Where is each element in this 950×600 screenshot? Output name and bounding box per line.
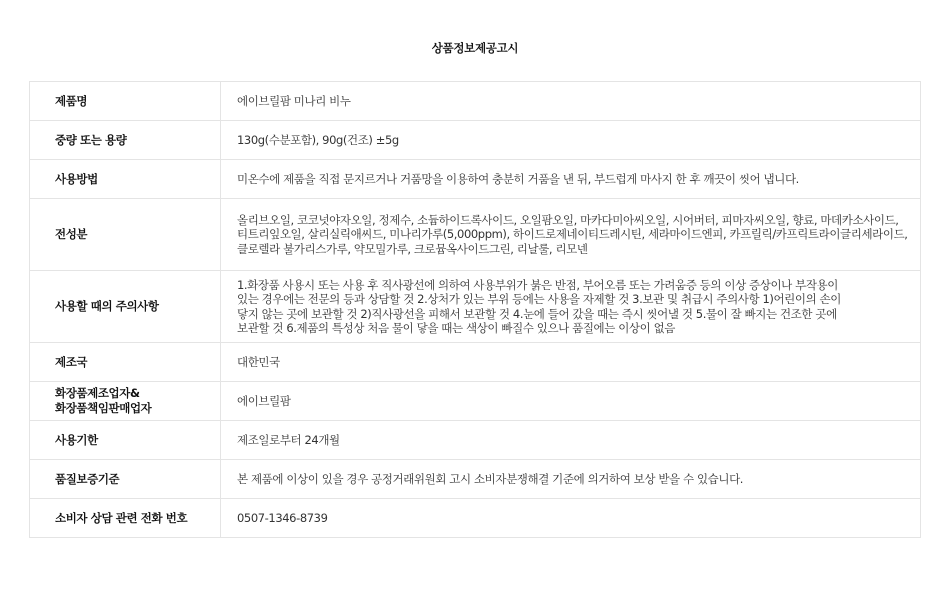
precautions-line: 닿지 않는 곳에 보관할 것 2)직사광선을 피해서 보관할 것 4.눈에 들어 갔을 때는 즉시 씻어낼 것 5.물이 잘 빠지는 건조한 곳에 xyxy=(237,306,837,321)
table-row xyxy=(30,499,921,538)
row-label-manufacturer xyxy=(30,382,221,421)
table-row xyxy=(30,199,921,271)
table-row xyxy=(30,271,921,343)
table-row xyxy=(30,160,921,199)
row-value-usage: 미온수에 제품을 직접 문지르거나 거품망을 이용하여 충분히 거품을 낸 뒤, 부드럽게 마사지 한 후 깨끗이 씻어 냅니다. xyxy=(221,160,921,199)
row-label-expiry: 사용기한 xyxy=(30,421,221,460)
row-value-precautions xyxy=(221,271,921,343)
row-value-product-name: 에이브릴팜 미나리 비누 xyxy=(221,82,921,121)
table-row xyxy=(30,82,921,121)
table-row xyxy=(30,382,921,421)
table-row xyxy=(30,460,921,499)
product-info-table xyxy=(29,81,921,538)
manufacturer-label-line: 화장품제조업자& xyxy=(55,386,140,400)
manufacturer-label-line: 화장품책임판매업자 xyxy=(55,401,152,415)
precautions-line: 보관할 것 6.제품의 특성상 처음 물이 닿을 때는 색상이 빠질수 있으나 품질에는 이상이 없음 xyxy=(237,321,676,335)
row-label-quality: 품질보증기준 xyxy=(30,460,221,499)
row-value-manufacturer: 에이브릴팜 xyxy=(221,382,921,421)
precautions-line: 1.화장품 사용시 또는 사용 후 직사광선에 의하여 사용부위가 붉은 반점, 부어오름 또는 가려움증 등의 이상 증상이나 부작용이 xyxy=(237,277,838,292)
ingredients-line: 티트리잎오일, 살리실릭애씨드, 미나리가루(5,000ppm), 하이드로제네이티드레시틴, 세라마이드엔피, 카프릴릭/카프릭트라이글리세라이드, xyxy=(237,227,908,242)
page-title: 상품정보제공고시 xyxy=(431,41,519,55)
precautions-line: 있는 경우에는 전문의 등과 상담할 것 2.상처가 있는 부위 등에는 사용을 자제할 것 3.보관 및 취급시 주의사항 1)어린이의 손이 xyxy=(237,292,841,306)
row-label-ingredients: 전성분 xyxy=(30,199,221,271)
row-value-ingredients xyxy=(221,199,921,271)
table-row xyxy=(30,121,921,160)
ingredients-line: 올리브오일, 코코넛야자오일, 정제수, 소듐하이드록사이드, 오일팜오일, 마카다미아씨오일, 시어버터, 피마자씨오일, 향료, 마데카소사이드, xyxy=(237,212,899,227)
row-value-country: 대한민국 xyxy=(221,343,921,382)
ingredients-line: 클로렐라 불가리스가루, 약모밀가루, 크로뮴옥사이드그린, 리날룰, 리모넨 xyxy=(237,241,588,256)
row-label-precautions: 사용할 때의 주의사항 xyxy=(30,271,221,343)
row-label-country: 제조국 xyxy=(30,343,221,382)
table-row xyxy=(30,421,921,460)
row-value-expiry: 제조일로부터 24개월 xyxy=(221,421,921,460)
row-value-quality: 본 제품에 이상이 있을 경우 공정거래위원회 고시 소비자분쟁해결 기준에 의거하여 보상 받을 수 있습니다. xyxy=(221,460,921,499)
row-value-phone: 0507-1346-8739 xyxy=(221,499,921,538)
row-label-product-name: 제품명 xyxy=(30,82,221,121)
table-row xyxy=(30,343,921,382)
row-label-weight: 중량 또는 용량 xyxy=(30,121,221,160)
row-label-usage: 사용방법 xyxy=(30,160,221,199)
row-label-phone: 소비자 상담 관련 전화 번호 xyxy=(30,499,221,538)
row-value-weight: 130g(수분포함), 90g(건조) ±5g xyxy=(221,121,921,160)
